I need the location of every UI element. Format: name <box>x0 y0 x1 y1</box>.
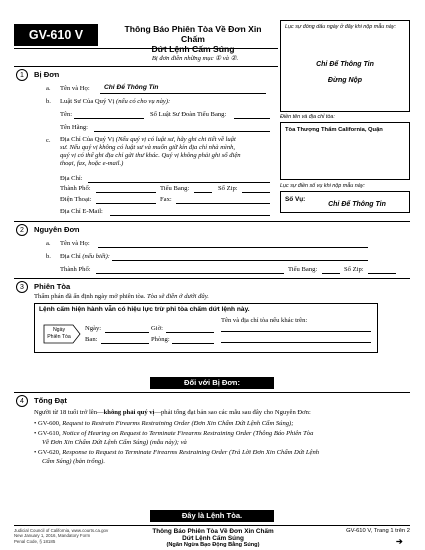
section-2-number: 2 <box>16 224 28 236</box>
section-4-number: 4 <box>16 395 28 407</box>
court-order-banner: Đây là Lệnh Tòa. <box>150 510 274 522</box>
hearing-time-label: Giờ: <box>151 325 163 332</box>
s2-name-label: Tên và Họ: <box>60 240 90 247</box>
s1-name-value: Chỉ Để Thông Tin <box>104 84 159 91</box>
section-4-heading: Tống Đạt <box>34 396 67 405</box>
court-name-value: Tòa Thượng Thẩm California, Quận <box>285 127 383 133</box>
s4-list <box>34 420 406 466</box>
s4-item-2-code: GV-610, <box>37 430 61 438</box>
section-1-number: 1 <box>16 69 28 81</box>
hearing-room-input[interactable] <box>172 343 214 344</box>
s2-state-label: Tiểu Bang: <box>288 266 318 273</box>
s1-zip-label: Số Zip: <box>218 185 238 192</box>
s4-item-1-text: Request to Restrain Firearms Restraining Order (Đơn Xin Chấm Dứt Lệnh Cấm Súng); <box>62 420 294 427</box>
s1-fax-label: Fax: <box>160 196 172 203</box>
footer-divider <box>14 525 410 526</box>
s4-intro-b: không phải quý vị <box>103 409 155 416</box>
clerk-stamp-box <box>280 20 410 112</box>
hearing-room-label: Phòng: <box>151 336 170 343</box>
s1-email-label: Địa Chỉ E-Mail: <box>60 208 103 215</box>
s4-intro-a: Người từ 18 tuổi trở lên— <box>34 409 104 416</box>
case-box-label: Lục sự điền số vụ khi nộp mẫu này: <box>280 183 365 189</box>
s1-fax-input[interactable] <box>176 203 270 204</box>
s4-item-cont <box>34 458 406 466</box>
section-3-divider <box>14 392 410 393</box>
s1-phone-label: Điện Thoại: <box>60 196 92 203</box>
hearing-time-input[interactable] <box>166 332 214 333</box>
section-2-heading: Nguyên Đơn <box>34 225 80 234</box>
defendant-banner: Đối với Bị Đơn: <box>150 377 274 389</box>
s1-street-input[interactable] <box>88 182 270 183</box>
s3-intro-note: Tòa sẽ điền ở dưới đây. <box>147 293 209 300</box>
section-2-divider <box>14 278 410 279</box>
title-line-1: Thông Báo Phiên Tòa Về Đơn Xin Chấm <box>124 24 262 44</box>
next-page-arrow-icon: ➔ <box>396 537 403 546</box>
s4-item: • GV-620, Response to Request to Terminate Firearms Restraining Order (Trả Lời Đơn Xin Chấm Dứt Lệnh <box>34 449 320 457</box>
hearing-box <box>34 303 378 353</box>
s2-address-input[interactable] <box>112 260 368 261</box>
s1-bar-input[interactable] <box>234 118 270 119</box>
s1-lawyer-name-label: Tên: <box>60 111 73 118</box>
court-box-label: Điền tên và địa chỉ tòa: <box>280 114 335 120</box>
case-number-label: Số Vụ: <box>285 196 306 203</box>
clerk-stamp-label: Lục sự đóng dấu ngày ở đây khi nộp mẫu này: <box>285 24 396 30</box>
clerk-placeholder-2: Đừng Nộp <box>327 77 363 84</box>
s4-item-2-text-2: Về Đơn Xin Chấm Dứt Lệnh Cấm Súng) (mẫu này); và <box>42 438 187 446</box>
s1-b-marker: b. <box>46 98 51 105</box>
section-3-number: 3 <box>16 281 28 293</box>
hearing-other-addr-1[interactable] <box>221 331 371 332</box>
s2-zip-label: Số Zip: <box>344 266 364 273</box>
instructions-divider <box>14 66 278 67</box>
s4-item-2-text: Notice of Hearing on Request to Terminate Firearms Restraining Order (Thông Báo Phiên Tòa <box>62 430 314 438</box>
s1-phone-input[interactable] <box>96 203 156 204</box>
s1-c-marker: c. <box>46 137 51 144</box>
footer-left <box>14 528 108 544</box>
s4-intro <box>34 409 311 416</box>
s4-item-3-text: Response to Request to Terminate Firearms Restraining Order (Trả Lời Đơn Xin Chấm Dứt Lệnh <box>62 449 320 457</box>
footer-center-1: Thông Báo Phiên Tòa Về Đơn Xin Chấm <box>152 528 274 535</box>
s1-address-note-1: (Nếu quý vị có luật sư, hãy ghi chi tiết về luật <box>115 136 236 143</box>
hearing-date-label: Ngày: <box>85 325 102 332</box>
s1-street-label: Địa Chỉ: <box>60 175 83 182</box>
s3-intro-text: Thẩm phán đã ấn định ngày mở phiên tòa. <box>34 293 146 300</box>
hearing-stamp-line-1: Ngày <box>52 327 66 333</box>
section-1-heading: Bị Đơn <box>34 70 60 79</box>
s1-address-note-2: sư. Nếu quý vị không có luật sư và muốn giữ kín địa chỉ nhà mình, <box>60 144 236 151</box>
hearing-dept-input[interactable] <box>101 343 149 344</box>
footer-left-1: Judicial Council of California, www.courts.ca.gov <box>14 528 109 533</box>
s2-address-note: (nếu biết): <box>82 253 111 260</box>
hearing-other-addr-label: Tên và địa chỉ tòa nếu khác trên: <box>221 317 308 324</box>
hearing-stamp <box>43 324 81 344</box>
s2-city-label: Thành Phố: <box>60 266 91 273</box>
s1-address-note <box>60 136 278 168</box>
s2-address-label <box>60 253 110 260</box>
s2-city-input[interactable] <box>96 273 284 274</box>
court-name-box[interactable] <box>280 122 410 180</box>
section-3-heading: Phiên Tòa <box>34 282 71 291</box>
s1-city-input[interactable] <box>96 192 156 193</box>
s4-item-3-text-2: Cấm Súng) (bản trống). <box>42 457 106 465</box>
s2-b-marker: b. <box>46 253 51 260</box>
s4-item-cont <box>34 439 406 447</box>
s1-zip-input[interactable] <box>242 192 270 193</box>
s1-address-title: Địa Chỉ Của Quý Vị <box>60 136 115 143</box>
s2-state-input[interactable] <box>322 273 340 274</box>
case-number-box[interactable] <box>280 191 410 213</box>
s1-lawyer-text: Luật Sư Của Quý Vị <box>60 98 115 105</box>
s4-item: • GV-600, Request to Restrain Firearms Restraining Order (Đơn Xin Chấm Dứt Lệnh Cấm Súng); <box>34 420 294 427</box>
footer-left-2: New January 1, 2016, Mandatory Form <box>14 533 91 539</box>
s2-name-input[interactable] <box>98 247 368 248</box>
s1-address-note-3: quý vị có thể ghi địa chỉ gửi thư khác. Quý vị không phải ghi số điện <box>60 152 241 159</box>
footer-page-number: GV-610 V, Trang 1 trên 2 <box>346 528 410 534</box>
section-1-divider <box>14 221 410 222</box>
s1-state-label: Tiểu Bang: <box>160 185 190 192</box>
s1-a-marker: a. <box>46 85 51 92</box>
case-number-value: Chỉ Để Thông Tin <box>328 201 386 208</box>
s4-intro-c: —phải tống đạt bản sao các mẫu sau đây cho Nguyên Đơn: <box>154 409 311 416</box>
s1-bar-label: Số Luật Sư Đoàn Tiểu Bang: <box>150 111 227 118</box>
s2-zip-input[interactable] <box>368 273 396 274</box>
s3-intro <box>34 293 209 300</box>
footer-center-2: Dứt Lệnh Cấm Súng <box>182 535 244 542</box>
footer-center <box>122 528 304 549</box>
s1-address-note-4: thoại, fax, hoặc e-mail.) <box>60 160 124 167</box>
s1-name-label: Tên và Họ: <box>60 85 90 92</box>
s1-state-input[interactable] <box>194 192 212 193</box>
instructions: Bị đơn điền những mục ① và ②. <box>151 55 239 62</box>
hearing-other-addr-2[interactable] <box>221 342 371 343</box>
title-line-2: Dứt Lệnh Cấm Súng <box>151 44 235 54</box>
s1-city-label: Thành Phố: <box>60 185 91 192</box>
footer-left-3: Penal Code, § 18185 <box>14 538 56 544</box>
s2-address-text: Địa Chỉ <box>60 253 81 260</box>
s1-email-input[interactable] <box>110 215 270 216</box>
hearing-dept-label: Ban: <box>85 336 98 343</box>
hearing-date-input[interactable] <box>105 332 149 333</box>
s2-a-marker: a. <box>46 240 51 247</box>
s1-lawyer-label <box>60 98 170 105</box>
s1-lawyer-note: (nếu có cho vụ này): <box>116 98 171 105</box>
title-divider <box>14 48 278 49</box>
page-title <box>112 24 274 54</box>
hearing-stamp-line-2: Phiên Tòa <box>47 334 71 340</box>
clerk-placeholder-1: Chỉ Để Thông Tin <box>316 61 374 68</box>
hearing-box-title: Lệnh cấm hiện hành vẫn có hiệu lực trừ phi tòa chấm dứt lệnh này. <box>39 306 250 313</box>
s4-item-1-code: GV-600, <box>37 420 61 427</box>
s1-firm-input[interactable] <box>94 131 270 132</box>
s4-item: • GV-610, Notice of Hearing on Request to Terminate Firearms Restraining Order (Thông Báo Phiên Tòa <box>34 430 314 438</box>
s1-firm-label: Tên Hãng: <box>60 124 89 131</box>
s4-item-3-code: GV-620, <box>37 449 61 457</box>
footer-center-3: (Ngăn Ngừa Bạo Động Bằng Súng) <box>166 542 260 548</box>
s1-lawyer-name-input[interactable] <box>74 118 144 119</box>
form-id-badge: GV-610 V <box>14 24 98 46</box>
s1-name-input[interactable] <box>100 93 266 94</box>
